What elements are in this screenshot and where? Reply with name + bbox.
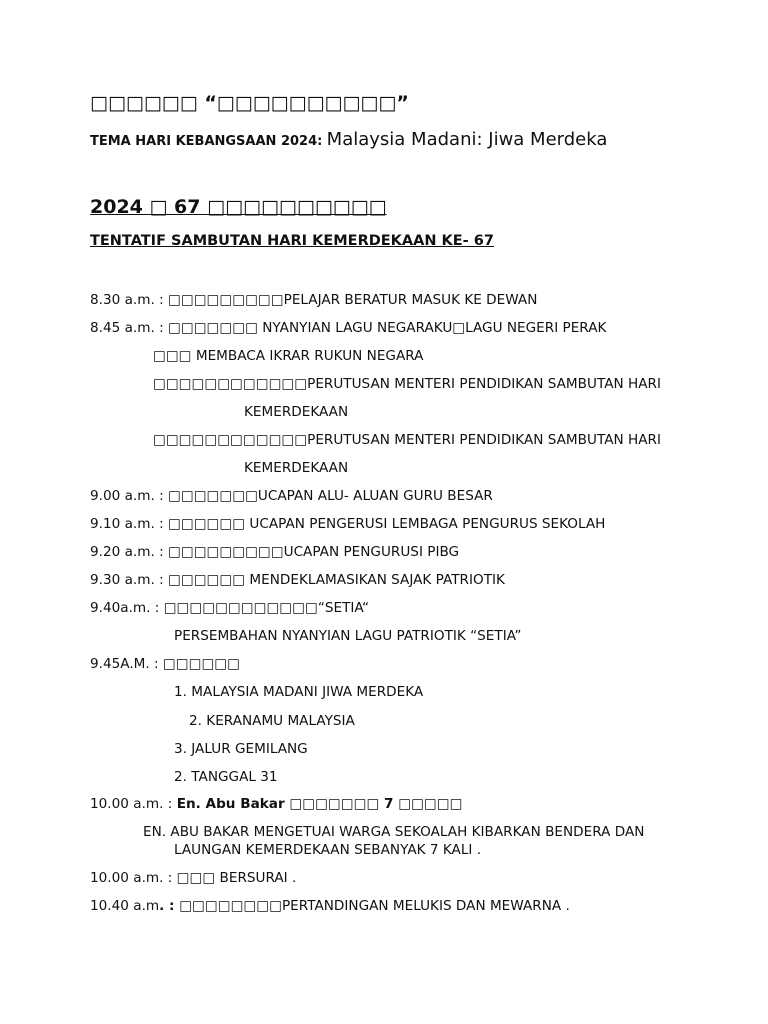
song-item: 3. JALUR GEMILANG xyxy=(174,741,308,757)
schedule-line: KEMERDEKAAN xyxy=(244,404,349,420)
song-item: 2. TANGGAL 31 xyxy=(174,769,278,785)
schedule-line: □□□ MEMBACA IKRAR RUKUN NEGARA xyxy=(153,348,424,364)
time-label: 10.00 a.m. : xyxy=(90,796,177,812)
schedule-line: PERSEMBAHAN NYANYIAN LAGU PATRIOTIK “SETIA” xyxy=(174,628,522,644)
schedule-line xyxy=(90,897,570,915)
title-my: TENTATIF SAMBUTAN HARI KEMERDEKAAN KE- 67 xyxy=(90,233,494,249)
theme-value: Malaysia Madani: Jiwa Merdeka xyxy=(326,129,608,150)
schedule-line: 9.45A.M. : □□□□□□ xyxy=(90,656,240,672)
schedule-line: 9.30 a.m. : □□□□□□ MENDEKLAMASIKAN SAJAK PATRIOTIK xyxy=(90,572,505,588)
schedule-line: 9.20 a.m. : □□□□□□□□□UCAPAN PENGURUSI PIBG xyxy=(90,544,460,560)
schedule-line: LAUNGAN KEMERDEKAAN SEBANYAK 7 KALI . xyxy=(174,842,482,858)
schedule-line: 8.30 a.m. : □□□□□□□□□PELAJAR BERATUR MASUK KE DEWAN xyxy=(90,292,538,308)
activity-text: □□□□□□□□PERTANDINGAN MELUKIS DAN MEWARNA . xyxy=(179,898,570,914)
schedule-line: EN. ABU BAKAR MENGETUAI WARGA SEKOALAH KIBARKAN BENDERA DAN xyxy=(143,824,645,840)
song-item: 2. KERANAMU MALAYSIA xyxy=(189,713,355,729)
schedule-line: 8.45 a.m. : □□□□□□□ NYANYIAN LAGU NEGARAKU□LAGU NEGERI PERAK xyxy=(90,320,607,336)
schedule-line: 9.40a.m. : □□□□□□□□□□□□“SETIA“ xyxy=(90,600,369,616)
schedule-line: 9.10 a.m. : □□□□□□ UCAPAN PENGERUSI LEMBAGA PENGURUS SEKOLAH xyxy=(90,516,606,532)
theme-line xyxy=(90,131,607,151)
theme-heading-cn: □□□□□□ “□□□□□□□□□□” xyxy=(90,92,409,114)
time-separator: . : xyxy=(159,898,180,914)
schedule-line: □□□□□□□□□□□□PERUTUSAN MENTERI PENDIDIKAN SAMBUTAN HARI xyxy=(153,376,661,392)
schedule-line xyxy=(90,795,462,813)
schedule-line: 9.00 a.m. : □□□□□□□UCAPAN ALU- ALUAN GURU BESAR xyxy=(90,488,493,504)
time-label: 10.40 a.m xyxy=(90,898,160,914)
song-item: 1. MALAYSIA MADANI JIWA MERDEKA xyxy=(174,684,424,700)
theme-label: TEMA HARI KEBANGSAAN 2024: xyxy=(90,134,323,149)
schedule-line: KEMERDEKAAN xyxy=(244,460,349,476)
schedule-line: □□□□□□□□□□□□PERUTUSAN MENTERI PENDIDIKAN SAMBUTAN HARI xyxy=(153,432,661,448)
flag-leader-bold: En. Abu Bakar □□□□□□□ 7 □□□□□ xyxy=(176,796,463,812)
title-cn: 2024 □ 67 □□□□□□□□□□ xyxy=(90,196,387,218)
schedule-line: 10.00 a.m. : □□□ BERSURAI . xyxy=(90,870,297,886)
